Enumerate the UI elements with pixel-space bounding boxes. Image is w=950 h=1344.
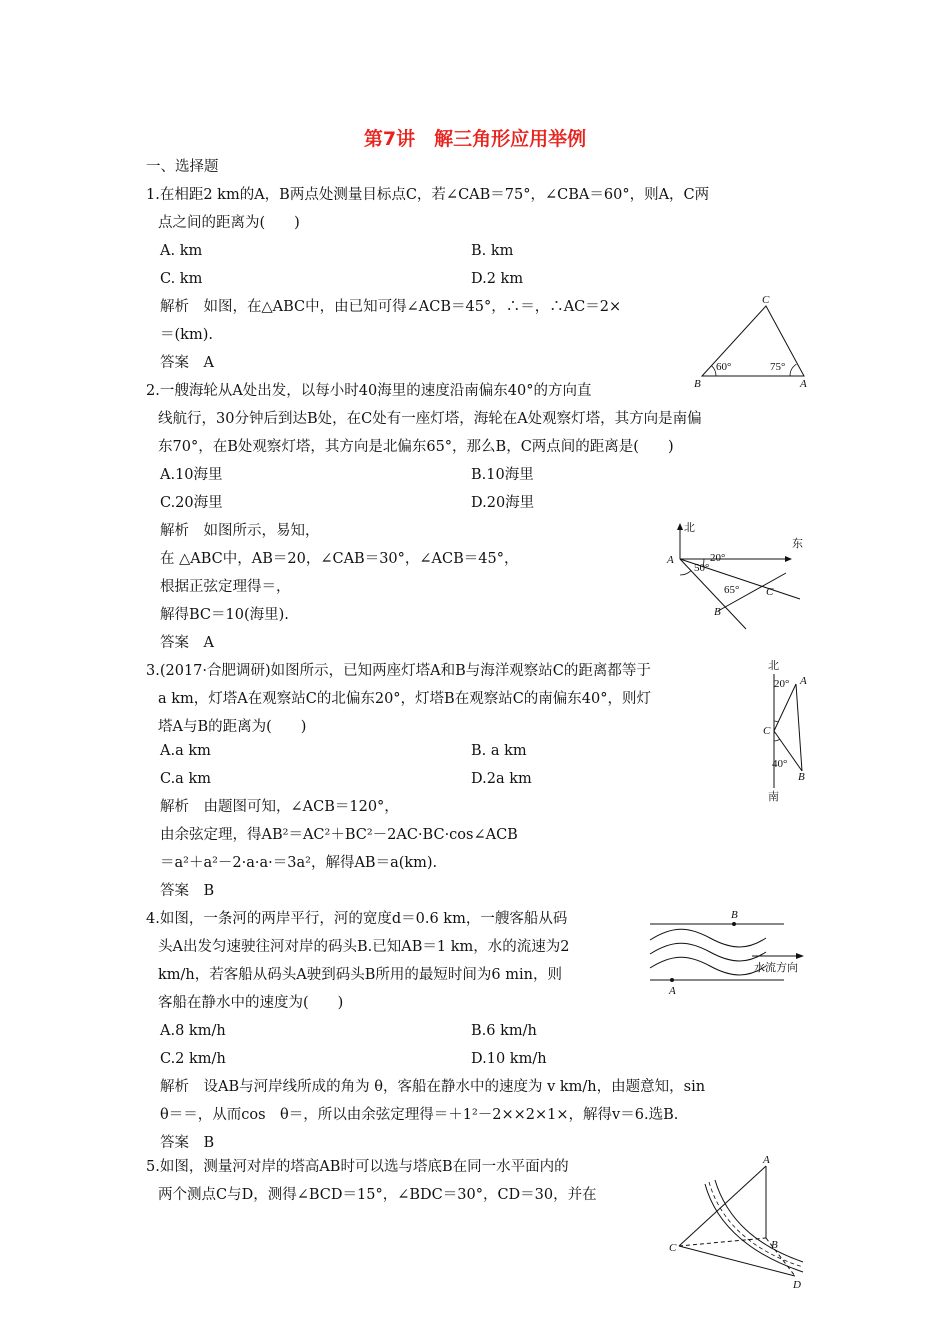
q1-option-d: D.2 km (471, 271, 524, 287)
q2-fig-north-label: 北 (684, 522, 695, 534)
q2-option-a: A.10海里 (160, 467, 223, 483)
q5-fig-label-c: C (669, 1242, 677, 1254)
q3-analysis-line1: 解析 由题图可知，∠ACB＝120°， (160, 799, 399, 815)
q2-option-b: B.10海里 (471, 467, 534, 483)
q2-fig-label-b: B (714, 606, 721, 618)
q4-analysis-line1: 解析 设AB与河岸线所成的角为 θ，客船在静水中的速度为 v km/h，由题意知，sin (160, 1079, 706, 1095)
q1-stem-line2: 点之间的距离为( ) (158, 215, 300, 231)
q3-stem-line2: a km，灯塔A在观察站C的北偏东20°，灯塔B在观察站C的南偏东40°，则灯 (158, 691, 652, 707)
q3-fig-angle-40: 40° (772, 758, 788, 770)
q5-fig-label-d: D (793, 1279, 801, 1291)
q1-stem-line1: 1.在相距2 km的A，B两点处测量目标点C，若∠CAB＝75°，∠CBA＝60°，则A，C两 (146, 187, 710, 203)
q3-stem-line1: 3.(2017·合肥调研)如图所示，已知两座灯塔A和B与海洋观察站C的距离都等于 (146, 663, 651, 679)
q1-fig-label-b: B (694, 378, 701, 390)
q2-fig-angle-20: 20° (710, 552, 726, 564)
q4-answer: 答案 B (160, 1135, 215, 1151)
q1-fig-angle-b: 60° (716, 361, 732, 373)
q1-answer: 答案 A (160, 355, 214, 371)
q4-stem-line3: km/h，若客船从码头A驶到码头B所用的最短时间为6 min，则 (158, 967, 562, 983)
q2-fig-angle-65: 65° (724, 584, 740, 596)
q4-analysis-line2: θ＝＝，从而cos θ＝，所以由余弦定理得＝＋1²－2××2×1×，解得v＝6.选B. (160, 1107, 679, 1123)
q4-option-a: A.8 km/h (160, 1023, 226, 1039)
q1-fig-label-c: C (762, 294, 770, 306)
q4-option-d: D.10 km/h (471, 1051, 547, 1067)
q4-option-b: B.6 km/h (471, 1023, 537, 1039)
section-heading: 一、选择题 (146, 159, 219, 175)
q4-stem-line4: 客船在静水中的速度为( ) (158, 995, 344, 1011)
q2-analysis-line4: 解得BC＝10(海里). (160, 607, 289, 623)
q3-option-c: C.a km (160, 771, 211, 787)
q2-fig-label-c: C (766, 586, 774, 598)
q5-stem-line2: 两个测点C与D，测得∠BCD＝15°，∠BDC＝30°，CD＝30，并在 (158, 1187, 597, 1203)
q3-option-d: D.2a km (471, 771, 532, 787)
q3-analysis-line2: 由余弦定理，得AB²＝AC²＋BC²－2AC·BC·cos∠ACB (160, 827, 518, 843)
q3-option-a: A.a km (160, 743, 211, 759)
q3-answer: 答案 B (160, 883, 215, 899)
q2-analysis-line1: 解析 如图所示，易知， (160, 523, 320, 539)
q1-option-b: B. km (471, 243, 514, 259)
q4-stem-line2: 头A出发匀速驶往河对岸的码头B.已知AB＝1 km，水的流速为2 (158, 939, 570, 955)
q1-analysis-line2: ＝(km). (160, 327, 213, 343)
q2-bearing-figure (664, 515, 812, 633)
q3-fig-label-b: B (798, 771, 805, 783)
q3-fig-label-c: C (763, 725, 771, 737)
q2-option-c: C.20海里 (160, 495, 223, 511)
q3-option-b: B. a km (471, 743, 527, 759)
q3-analysis-line3: ＝a²＋a²－2·a·a·＝3a²，解得AB＝a(km). (160, 855, 438, 871)
q3-lighthouse-figure (760, 654, 820, 804)
q2-fig-label-a: A (667, 554, 674, 566)
q1-option-c: C. km (160, 271, 203, 287)
q5-tower-figure (665, 1150, 815, 1295)
q4-option-c: C.2 km/h (160, 1051, 226, 1067)
q1-option-a: A. km (160, 243, 203, 259)
q5-stem-line1: 5.如图，测量河对岸的塔高AB时可以选与塔底B在同一水平面内的 (146, 1159, 569, 1175)
q2-stem-line1: 2.一艘海轮从A处出发，以每小时40海里的速度沿南偏东40°的方向直 (146, 383, 592, 399)
q3-fig-south-label: 南 (768, 791, 779, 803)
q2-fig-east-label: 东 (792, 538, 803, 550)
q2-option-d: D.20海里 (471, 495, 535, 511)
q2-fig-angle-50: 50° (694, 562, 710, 574)
q2-answer: 答案 A (160, 635, 214, 651)
page-title: 第7讲 解三角形应用举例 (363, 128, 587, 150)
q3-stem-line3: 塔A与B的距离为( ) (158, 719, 307, 735)
q5-fig-label-a: A (763, 1154, 770, 1166)
q3-fig-label-a: A (800, 675, 807, 687)
q2-stem-line3: 东70°，在B处观察灯塔，其方向是北偏东65°，那么B，C两点间的距离是( ) (158, 439, 674, 455)
q3-fig-angle-20: 20° (774, 678, 790, 690)
q1-fig-angle-a: 75° (770, 361, 786, 373)
q4-stem-line1: 4.如图，一条河的两岸平行，河的宽度d＝0.6 km，一艘客船从码 (146, 911, 568, 927)
q4-fig-flow-label: 水流方向 (754, 962, 798, 974)
q1-fig-label-a: A (800, 378, 807, 390)
q5-fig-label-b: B (771, 1239, 778, 1251)
q4-river-figure (642, 904, 812, 1004)
q1-analysis-line1: 解析 如图，在△ABC中，由已知可得∠ACB＝45°，∴＝，∴AC＝2× (160, 299, 622, 315)
q4-fig-label-a: A (669, 985, 676, 997)
q2-analysis-line2: 在 △ABC中，AB＝20，∠CAB＝30°，∠ACB＝45°， (160, 551, 519, 567)
q2-analysis-line3: 根据正弦定理得＝， (160, 579, 291, 595)
q3-fig-north-label: 北 (768, 660, 779, 672)
q2-stem-line2: 线航行，30分钟后到达B处，在C处有一座灯塔，海轮在A处观察灯塔，其方向是南偏 (158, 411, 702, 427)
q4-fig-label-b: B (731, 909, 738, 921)
q1-triangle-figure (690, 290, 820, 395)
